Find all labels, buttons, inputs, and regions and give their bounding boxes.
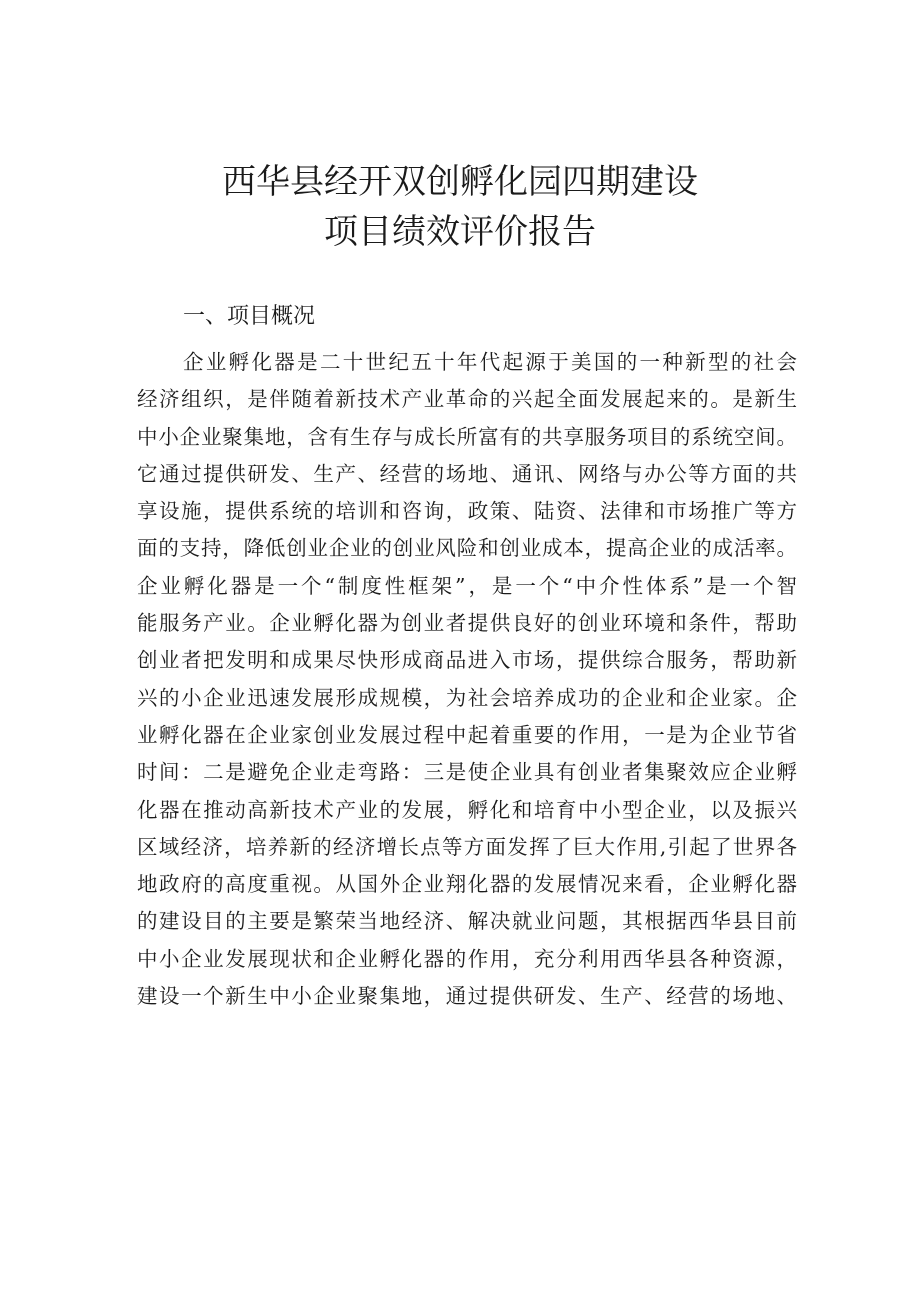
paragraph-line: 能服务产业。企业孵化器为创业者提供良好的创业环境和条件，帮助 [137, 611, 797, 636]
paragraph-line: 中小企业聚集地，含有生存与成长所富有的共享服务项目的系统空间。 [137, 424, 797, 449]
paragraph-line: 企业孵化器是二十世纪五十年代起源于美国的一种新型的社会 [183, 350, 797, 374]
paragraph-line: 区域经济，培养新的经济增长点等方面发挥了巨大作用,引起了世界各 [137, 834, 797, 859]
paragraph-line: 面的支持，降低创业企业的创业风险和创业成本，提高企业的成活率。 [137, 536, 797, 561]
paragraph-line: 化器在推动高新技术产业的发展，孵化和培育中小型企业，以及振兴 [137, 797, 797, 822]
paragraph-line: 享设施，提供系统的培训和咨询，政策、陆资、法律和市场推广等方 [137, 499, 797, 524]
paragraph-line: 它通过提供研发、生产、经营的场地、通讯、网络与办公等方面的共 [137, 461, 797, 486]
paragraph-line: 企业孵化器是一个“制度性框架”，是一个“中介性体系”是一个智 [137, 573, 797, 598]
document-title-line-1: 西华县经开双创孵化园四期建设 [222, 162, 698, 202]
paragraph-line: 创业者把发明和成果尽快形成商品进入市场，提供综合服务，帮助新 [137, 648, 797, 673]
paragraph-line: 地政府的高度重视。从国外企业翔化器的发展情况来看，企业孵化器 [137, 872, 797, 897]
section-heading: 一、项目概况 [183, 304, 316, 329]
paragraph-line: 业孵化器在企业家创业发展过程中起着重要的作用，一是为企业节省 [137, 722, 797, 747]
paragraph-line: 兴的小企业迅速发展形成规模，为社会培养成功的企业和企业家。企 [137, 685, 797, 710]
paragraph-line: 中小企业发展现状和企业孵化器的作用，充分利用西华县各种资源， [137, 946, 797, 971]
body-paragraph [137, 344, 797, 1015]
paragraph-line: 的建设目的主要是繁荣当地经济、解决就业问题，其根据西华县目前 [137, 909, 797, 934]
paragraph-line: 经济组织，是伴随着新技术产业革命的兴起全面发展起来的。是新生 [137, 387, 797, 412]
paragraph-line: 建设一个新生中小企业聚集地，通过提供研发、生产、经营的场地、 [137, 984, 797, 1009]
paragraph-line: 时间：二是避免企业走弯路：三是使企业具有创业者集聚效应企业孵 [137, 760, 797, 785]
document-title-line-2: 项目绩效评价报告 [324, 212, 596, 252]
